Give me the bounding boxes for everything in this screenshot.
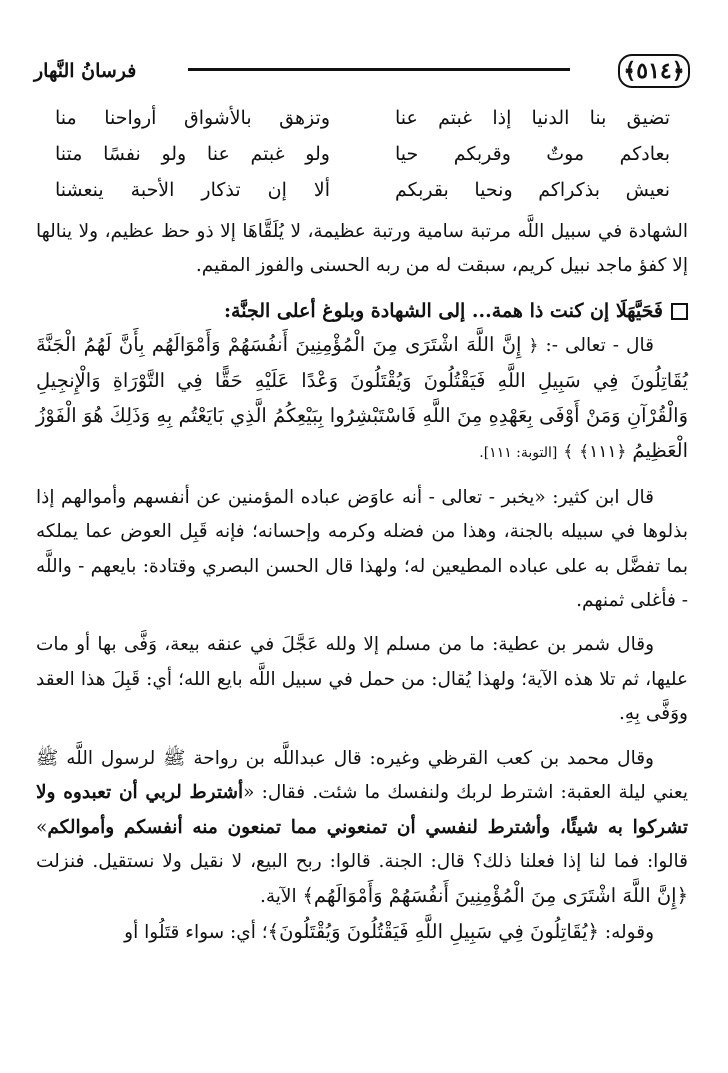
paragraph-shamir: وقال شمر بن عطية: ما من مسلم إلا ولله عَجَّلَ في عنقه بيعة، وَفَّى بها أو مات عليها، ثم تلا هذه الآية؛ ولهذا يُقال: من حمل في سبيل اللَّه بايع الله؛ أي: قَبِلَ هذا العقد ووَفَّى بِهِ. bbox=[36, 634, 688, 725]
paragraph-ibn-kathir: قال ابن كثير: «يخبر - تعالى - أنه عاوَض عباده المؤمنين عن أنفسهم وأموالهم إذا بذلوها في سبيله بالجنة، وهذا من فضله وكرمه وإحسانه؛ فإنه قَبِل العوض عما يملكه بما تفضَّل به على عباده المطيعين له؛ ولهذا قال الحسن البصري وقتادة: بايعهم - واللَّه - فأغلى ثمنهم. bbox=[36, 486, 688, 612]
ornate-bracket-open: ﴿ bbox=[528, 336, 539, 357]
paragraph-qawluhu-intro: وقوله: bbox=[604, 921, 654, 943]
poem-verse bbox=[55, 100, 670, 136]
page-header bbox=[28, 48, 690, 92]
verse-number: ﴿١١١﴾ bbox=[579, 442, 627, 463]
paragraph-martyrdom: الشهادة في سبيل اللَّه مرتبة سامية ورتبة عظيمة، لا يُلَقَّاهَا إلا ذو حظ عظيم، ولا ينالها إلا كفؤ ماجد نبيل كريم، سبقت له من ربه الحسنى والفوز المقيم. bbox=[36, 221, 688, 277]
poem-hemistich-left: ولو غبتم عنا ولو نفسًا متنا bbox=[55, 143, 330, 165]
section-heading-text: فَحَيَّهَلَا إن كنت ذا همة... إلى الشهادة وبلوغ أعلى الجنَّة: bbox=[224, 299, 663, 322]
quran-verse-paragraph bbox=[36, 328, 688, 471]
poem bbox=[55, 100, 670, 208]
section-heading bbox=[36, 294, 688, 328]
book-title: فرسانُ النَّهار bbox=[34, 60, 137, 82]
poem-hemistich-right: تضيق بنا الدنيا إذا غبتم عنا bbox=[395, 107, 670, 129]
paragraph-kaab-end: الآية. bbox=[259, 886, 297, 908]
paragraph-qawluhu bbox=[36, 915, 688, 950]
page-number: ﴿٥١٤﴾ bbox=[618, 54, 690, 88]
header-rule bbox=[188, 68, 570, 71]
paragraph-kaab-text: وقال محمد بن كعب القرظي وغيره: قال عبداللَّه بن رواحة ﷺ لرسول اللَّه ﷺ يعني ليلة العقبة: اشترط لربك ولنفسك ما شئت. فقال: « bbox=[36, 747, 689, 804]
poem-hemistich-right: بعادكم موتٌ وقربكم حيا bbox=[395, 143, 670, 165]
hadith-quote: أشترط لربي أن تعبدوه ولا تشركوا به شيئًا، وأشترط لنفسي أن تمنعوني مما تمنعون منه أنفسكم وأموالكم bbox=[36, 782, 688, 838]
quran-verse-text: إِنَّ اللَّهَ اشْتَرَى مِنَ الْمُؤْمِنِينَ أَنفُسَهُمْ وَأَمْوَالَهُم بِأَنَّ لَهُمُ الْجَنَّةَ يُقَاتِلُونَ فِي سَبِيلِ اللَّهِ فَيَقْتُلُونَ وَيُقْتَلُونَ وَعْدًا عَلَيْهِ حَقًّا فِي التَّوْرَاةِ وَالْإِنجِيلِ وَالْقُرْآنِ وَمَنْ أَوْفَى بِعَهْدِهِ مِنَ اللَّهِ فَاسْتَبْشِرُوا بِبَيْعِكُمُ الَّذِي بَايَعْتُم بِهِ وَذَلِكَ هُوَ الْفَوْزُ الْعَظِيمُ bbox=[36, 333, 688, 463]
poem-verse bbox=[55, 136, 670, 172]
checkbox-bullet-icon bbox=[671, 303, 688, 320]
paragraph-kaab bbox=[36, 742, 688, 915]
poem-hemistich-left: ألا إن تذكار الأحبة ينعشنا bbox=[55, 179, 330, 201]
paragraph-qawluhu-text: ؛ أي: سواء قتَلُوا أو bbox=[124, 921, 268, 943]
poem-hemistich-left: وتزهق بالأشواق أرواحنا منا bbox=[55, 107, 330, 129]
quran-citation: ﴿إِنَّ اللَّهَ اشْتَرَى مِنَ الْمُؤْمِنِينَ أَنفُسَهُمْ وَأَمْوَالَهُم﴾ bbox=[302, 884, 688, 908]
verse-reference: [التوبة: ١١١]. bbox=[479, 445, 558, 462]
body-text bbox=[36, 215, 688, 950]
verse-intro: قال - تعالى -: bbox=[545, 335, 654, 357]
poem-hemistich-right: نعيش بذكراكم ونحيا بقربكم bbox=[395, 179, 670, 201]
paragraph-kaab-continued: » قالوا: فما لنا إذا فعلنا ذلك؟ قال: الجنة. قالوا: ربح البيع، لا نقيل ولا نستقيل. فنزلت bbox=[36, 816, 688, 872]
poem-verse bbox=[55, 172, 670, 208]
quran-citation: ﴿يُقَاتِلُونَ فِي سَبِيلِ اللَّهِ فَيَقْتُلُونَ وَيُقْتَلُونَ﴾ bbox=[267, 919, 599, 943]
ornate-bracket-close: ﴾ bbox=[563, 442, 574, 463]
